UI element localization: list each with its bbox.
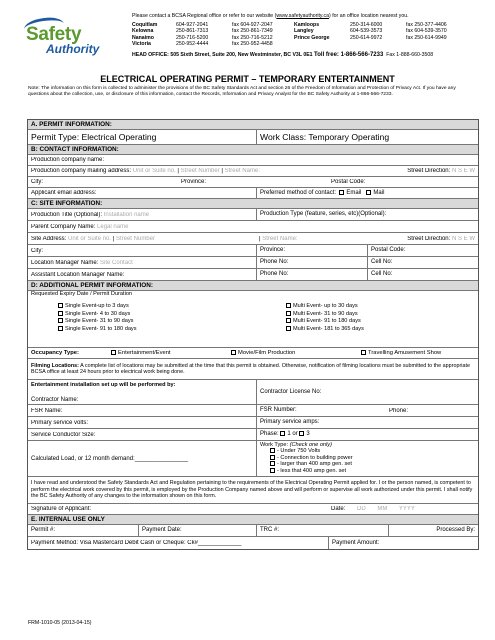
single-event-checkbox[interactable] bbox=[58, 311, 63, 316]
phase-1-checkbox[interactable] bbox=[280, 431, 285, 436]
contractor-license-field[interactable]: Contractor License No: bbox=[256, 380, 478, 404]
payment-date-field[interactable]: Payment Date: bbox=[138, 525, 256, 536]
office-row bbox=[132, 41, 492, 47]
mailing-label: Production company mailing address: bbox=[31, 168, 132, 174]
office-note-prefix: Please contact a BCSA Regional office or refer to our website ( bbox=[132, 13, 277, 19]
office-city2: Kamloops bbox=[294, 22, 320, 28]
section-c-heading: C: SITE INFORMATION: bbox=[31, 200, 103, 207]
work-type-checkbox[interactable] bbox=[270, 461, 275, 466]
safety-authority-logo bbox=[22, 12, 122, 68]
postal-code-field[interactable]: Postal Code: bbox=[331, 179, 366, 185]
site-city-field[interactable]: City: bbox=[31, 247, 43, 254]
office-fax: fax 604-927-2047 bbox=[232, 22, 273, 28]
permit-form bbox=[27, 119, 479, 550]
location-cell-field[interactable]: Cell No: bbox=[367, 257, 478, 268]
signature-field[interactable]: Signature of Applicant: bbox=[31, 506, 92, 512]
single-event-option[interactable] bbox=[58, 311, 256, 319]
site-address-label: Site Address: bbox=[31, 235, 67, 242]
work-type-label: - larger than 400 amp gen. set bbox=[277, 461, 352, 468]
installation-placeholder: Installation name bbox=[103, 211, 150, 218]
work-type-checkbox[interactable] bbox=[270, 468, 275, 473]
assistant-phone-field[interactable]: Phone No: bbox=[256, 269, 367, 280]
section-d-heading: D: ADDITIONAL PERMIT INFORMATION: bbox=[31, 282, 154, 289]
movie-checkbox[interactable] bbox=[231, 350, 236, 355]
work-type-label: - less that 400 amp gen. set bbox=[277, 467, 347, 474]
entertainment-checkbox[interactable] bbox=[111, 350, 116, 355]
multi-event-label: Multi Event- 181 to 365 days bbox=[293, 325, 364, 332]
date-label: Date: bbox=[331, 506, 346, 512]
nsew-options: N S E W bbox=[451, 168, 475, 174]
form-number: FRM-1010-05 (2013-04-15) bbox=[28, 620, 92, 626]
office-fax: fax 250-952-4458 bbox=[232, 41, 273, 48]
site-postal-field[interactable]: Postal Code: bbox=[367, 245, 478, 256]
section-b-heading: B: CONTACT INFORMATION: bbox=[31, 146, 119, 153]
parent-company-field[interactable] bbox=[28, 224, 131, 230]
office-city: Coquitlam bbox=[132, 22, 158, 28]
single-event-label: Single Event-up to 3 days bbox=[65, 303, 129, 309]
site-address-field[interactable]: Site Address: Unit or Suite no. | Street Number bbox=[31, 235, 155, 242]
street-name-placeholder: Street Name: bbox=[224, 168, 260, 174]
entertainment-option: Entertainment/Event bbox=[118, 350, 171, 357]
movie-option: Movie/Film Production bbox=[238, 350, 296, 357]
occupancy-travelling[interactable] bbox=[358, 350, 478, 356]
preferred-contact bbox=[256, 188, 478, 198]
travelling-checkbox[interactable] bbox=[361, 350, 366, 355]
site-province-field[interactable]: Province: bbox=[256, 245, 367, 256]
office-fax2: fax 250-377-4406 bbox=[406, 22, 447, 28]
office-phone2: 604-539-3573 bbox=[350, 28, 383, 35]
street-number-placeholder: Street Number bbox=[180, 168, 220, 174]
permit-number-field[interactable]: Permit #: bbox=[31, 527, 56, 533]
work-type-checkbox[interactable] bbox=[270, 448, 275, 453]
assistant-manager-field[interactable]: Assistant Location Manager Name: bbox=[31, 271, 125, 278]
multi-event-checkbox[interactable] bbox=[286, 326, 291, 331]
work-type-note: (Check one only) bbox=[289, 442, 332, 448]
production-title-label: Production Title (Optional): bbox=[31, 211, 103, 218]
office-city: Kelowna bbox=[132, 28, 154, 35]
office-city: Victoria bbox=[132, 41, 151, 48]
office-city2 bbox=[294, 41, 350, 47]
phase-1-option: 1 or bbox=[287, 431, 298, 437]
multi-event-label: Multi Event- 91 to 180 days bbox=[293, 318, 361, 324]
processed-by-field[interactable]: Processed By: bbox=[388, 525, 478, 536]
year-placeholder: YYYY bbox=[398, 506, 415, 512]
office-phone2 bbox=[350, 41, 406, 47]
travelling-option: Travelling Amusement Show bbox=[368, 350, 442, 357]
office-city: Nanaimo bbox=[132, 34, 154, 41]
installer-block bbox=[28, 380, 256, 404]
single-event-option[interactable] bbox=[58, 303, 256, 311]
office-phone2: 250-614-9972 bbox=[350, 34, 383, 41]
permit-duration-block bbox=[28, 291, 478, 333]
toll-free: Toll free: 1-866-566-7233 bbox=[314, 52, 384, 58]
installer-label: Entertainment installation set up will be performed by: bbox=[31, 382, 176, 388]
date-field[interactable] bbox=[328, 506, 478, 512]
fsr-number-field[interactable]: FSR Number: bbox=[256, 405, 386, 416]
occupancy-movie[interactable] bbox=[228, 350, 358, 356]
work-class: Work Class: Temporary Operating bbox=[256, 130, 478, 144]
office-note-suffix: ) for an office location nearest you. bbox=[329, 13, 409, 19]
permit-type: Permit Type: Electrical Operating bbox=[31, 132, 157, 142]
office-list bbox=[132, 22, 492, 48]
requested-expiry-label: Requested Expiry Date / Permit Duration bbox=[31, 291, 133, 297]
filming-label: Filming Locations: bbox=[31, 362, 79, 369]
logo-word: Safety bbox=[26, 24, 82, 45]
trc-field[interactable]: TRC #: bbox=[256, 525, 388, 536]
parent-company-label: Parent Company Name: bbox=[31, 223, 96, 230]
mailing-direction[interactable] bbox=[348, 168, 478, 174]
assistant-cell-field[interactable]: Cell No: bbox=[367, 269, 478, 280]
logo-sub: Authority bbox=[46, 42, 100, 56]
filming-text: A complete list of locations may be submitted at the time that this permit is obtained. Otherwise, notification of filming locations must be submitted to the appropriate BCSA office at least 24 hours prior to electrical work being done. bbox=[31, 362, 470, 375]
month-placeholder: MM bbox=[377, 506, 388, 512]
site-direction-label: Street Direction: bbox=[407, 235, 451, 242]
company-name-field[interactable]: Production company name: bbox=[31, 157, 105, 163]
website-link[interactable]: www.safetyauthority.ca bbox=[276, 13, 330, 19]
site-street-number-placeholder: Street Number bbox=[115, 235, 155, 242]
head-office-line bbox=[132, 52, 433, 58]
multi-event-option[interactable] bbox=[286, 311, 478, 319]
phase-field bbox=[256, 429, 478, 440]
form-title: ELECTRICAL OPERATING PERMIT – TEMPORARY ENTERTAINMENT bbox=[100, 74, 395, 84]
day-placeholder: DD bbox=[357, 506, 366, 512]
site-nsew-options: N S E W bbox=[451, 235, 475, 242]
city-field[interactable]: City: bbox=[31, 179, 43, 185]
email-checkbox[interactable] bbox=[339, 190, 344, 195]
work-type-block bbox=[256, 441, 478, 476]
office-fax2: fax 604-539-3570 bbox=[406, 28, 447, 35]
contractor-name-field[interactable]: Contractor Name: bbox=[31, 397, 79, 403]
work-type-options bbox=[260, 448, 475, 474]
direction-label: Street Direction: bbox=[407, 168, 451, 174]
declaration-text: I have read and understood the Safety Standards Act and Regulation pertaining to the requirements of the Electrical Operating Permit applied for. I or the person named, is competent to perform the electrical work covered by this permit, is employed by the Production Company named above and will perform or supervise all work authorized under this permit. I shall notify the BC Safety Authority of any changes to the information shown on this form. bbox=[31, 480, 473, 500]
single-event-label: Single Event- 91 to 180 days bbox=[65, 325, 137, 332]
single-event-option[interactable] bbox=[58, 318, 256, 326]
multi-event-option[interactable] bbox=[286, 303, 478, 311]
location-phone-field[interactable]: Phone No: bbox=[256, 257, 367, 268]
payment-method-field[interactable]: Payment Method: Visa Mastercard Debit Cash or Cheque: Ck#_____________ bbox=[31, 540, 242, 546]
office-fax2: fax 250-614-9949 bbox=[406, 34, 447, 41]
primary-volts-field[interactable]: Primary service volts: bbox=[31, 419, 89, 426]
site-street-name-placeholder: Street Name: bbox=[262, 235, 298, 242]
payment-amount-field[interactable]: Payment Amount: bbox=[328, 537, 478, 549]
legal-name-placeholder: Legal name bbox=[97, 223, 129, 230]
location-manager-field[interactable] bbox=[28, 260, 256, 266]
section-e-heading: E. INTERNAL USE ONLY bbox=[31, 516, 105, 523]
occupancy-label: Occupancy Type: bbox=[31, 350, 79, 356]
mail-option: Mail bbox=[373, 190, 385, 196]
office-fax: fax 250-861-7349 bbox=[232, 28, 273, 35]
location-manager-label: Location Manager Name: bbox=[31, 259, 99, 266]
privacy-note: Note: The information on this form is collected to administer the provisions of the BC Safety Standards Act and section 26 of the Freedom of Information and Protection of Privacy Act. If you have any questions about the collection, use, or disclosure of this information, contact the Records, Information and Privacy Analyst for the BC Safety Authority at 1-866-566-7233. bbox=[28, 86, 456, 97]
office-city2: Prince George bbox=[294, 34, 330, 41]
office-note bbox=[132, 13, 409, 19]
multi-event-checkbox[interactable] bbox=[286, 318, 291, 323]
work-type-option[interactable] bbox=[270, 468, 475, 474]
unit-placeholder: Unit or Suite no. bbox=[132, 168, 176, 174]
multi-event-options bbox=[256, 303, 478, 333]
section-a-heading: A. PERMIT INFORMATION: bbox=[31, 121, 112, 128]
mailing-address-field[interactable]: Production company mailing address: Unit or Suite no. | Street Number | Street Name: bbox=[31, 168, 260, 174]
primary-amps-field[interactable]: Primary service amps: bbox=[256, 417, 478, 428]
work-type-label: - Under 750 Volts bbox=[277, 448, 321, 455]
office-phone: 250-952-4444 bbox=[176, 41, 209, 48]
occupancy-entertainment[interactable] bbox=[108, 350, 228, 356]
office-phone: 604-927-2041 bbox=[176, 22, 209, 28]
multi-event-option[interactable] bbox=[286, 318, 478, 326]
multi-event-checkbox[interactable] bbox=[286, 303, 291, 308]
single-event-label: Single Event- 4 to 30 days bbox=[65, 310, 131, 317]
email-option: Email bbox=[346, 190, 362, 196]
single-event-checkbox[interactable] bbox=[58, 326, 63, 331]
head-fax: Fax 1-888-660-3508 bbox=[386, 52, 434, 58]
site-direction[interactable] bbox=[356, 236, 478, 242]
production-type-field[interactable]: Production Type (feature, series, etc)(Optional): bbox=[256, 209, 478, 220]
calculated-load-field[interactable]: Calculated Load, or 12 month demand:________________ bbox=[31, 455, 189, 462]
single-event-option[interactable] bbox=[58, 326, 256, 334]
phase-label: Phase: bbox=[260, 431, 279, 437]
office-fax: fax 250-716-5212 bbox=[232, 34, 273, 41]
multi-event-option[interactable] bbox=[286, 326, 478, 334]
office-phone2: 250-314-6000 bbox=[350, 22, 383, 28]
office-phone: 250-716-5200 bbox=[176, 34, 209, 41]
work-type-checkbox[interactable] bbox=[270, 455, 275, 460]
conductor-size-field[interactable]: Service Conductor Size: bbox=[31, 431, 96, 438]
phase-3-checkbox[interactable] bbox=[299, 431, 304, 436]
head-office: HEAD OFFICE: 505 Sixth Street, Suite 200, New Westminster, BC V3L 0E1 bbox=[132, 52, 313, 58]
production-title-field[interactable] bbox=[28, 212, 256, 218]
multi-event-label: Multi Event- up to 30 days bbox=[293, 303, 358, 309]
applicant-email-field[interactable]: Applicant email address: bbox=[31, 190, 97, 196]
fsr-name-field[interactable]: FSR Name: bbox=[31, 407, 63, 414]
office-city2: Langley bbox=[294, 28, 314, 35]
fsr-phone-field[interactable]: Phone: bbox=[389, 407, 409, 414]
multi-event-checkbox[interactable] bbox=[286, 311, 291, 316]
province-field[interactable]: Province: bbox=[181, 179, 207, 185]
pref-contact-label: Preferred method of contact: bbox=[260, 190, 337, 196]
multi-event-label: Multi Event- 31 to 90 days bbox=[293, 310, 358, 317]
single-event-options bbox=[28, 303, 256, 333]
site-unit-placeholder: Unit or Suite no. bbox=[68, 235, 112, 242]
single-event-checkbox[interactable] bbox=[58, 303, 63, 308]
office-phone: 250-861-7313 bbox=[176, 28, 209, 35]
single-event-checkbox[interactable] bbox=[58, 318, 63, 323]
single-event-label: Single Event- 31 to 90 days bbox=[65, 318, 134, 324]
filming-locations bbox=[28, 363, 478, 376]
work-type-label: - Connection to building power bbox=[277, 454, 353, 461]
site-street-name[interactable]: | Street Name: bbox=[259, 235, 298, 242]
office-fax2 bbox=[406, 41, 468, 47]
site-contact-placeholder: Site Contact bbox=[100, 259, 133, 266]
mail-checkbox[interactable] bbox=[366, 190, 371, 195]
phase-3-option: 3 bbox=[306, 431, 310, 437]
work-type-label: Work Type: bbox=[260, 442, 289, 448]
